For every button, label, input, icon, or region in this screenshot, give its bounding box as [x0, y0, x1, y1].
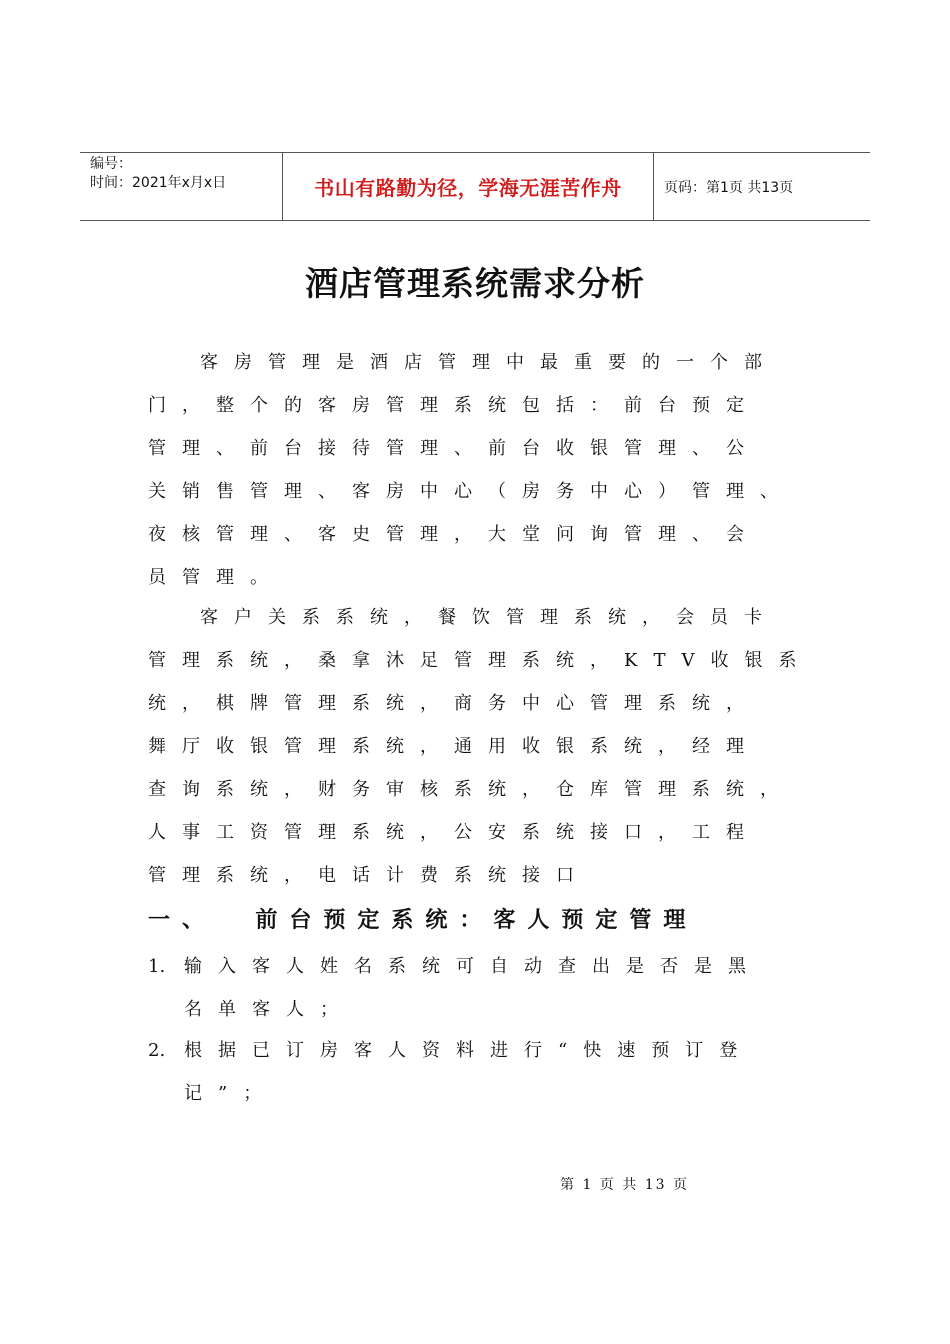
number-label: 编号：: [90, 156, 132, 172]
header-left-cell: [80, 153, 282, 220]
document-title: 酒店管理系统需求分析: [305, 264, 645, 303]
paragraph-line: 查询系统，财务审核系统，仓库管理系统，: [148, 779, 794, 800]
paragraph-line: 人事工资管理系统，公安系统接口，工程: [148, 822, 760, 843]
section-heading: 一、 前台预定系统：客人预定管理: [148, 908, 698, 933]
paragraph-line: 管理系统，电话计费系统接口: [148, 865, 590, 886]
paragraph-line: 员管理。: [148, 567, 284, 588]
page-info: 页码：第1页 共13页: [664, 179, 794, 196]
page-footer: 第 1 页 共 13 页: [560, 1177, 689, 1193]
item-line: 名单客人；: [184, 999, 354, 1020]
time-label: 时间：2021年x月x日: [90, 175, 227, 191]
item-number: 2.: [148, 1040, 166, 1061]
paragraph-line: 夜核管理、客史管理，大堂问询管理、会: [148, 524, 760, 545]
paragraph-line: 门，整个的客房管理系统包括：前台预定: [148, 395, 760, 416]
motto-text: 书山有路勤为径，学海无涯苦作舟: [314, 176, 622, 200]
header-motto-cell: [282, 153, 654, 220]
paragraph-line: 客房管理是酒店管理中最重要的一个部: [200, 352, 778, 373]
item-number: 1.: [148, 956, 166, 977]
paragraph-line: 舞厅收银管理系统，通用收银系统，经理: [148, 736, 760, 757]
paragraph-line: 管理、前台接待管理、前台收银管理、公: [148, 438, 760, 459]
paragraph-line: 统，棋牌管理系统，商务中心管理系统，: [148, 693, 760, 714]
header-table: [80, 152, 870, 221]
item-line: 记”；: [184, 1083, 278, 1104]
header-page-cell: [654, 153, 870, 220]
paragraph-line: 关销售管理、客房中心（房务中心）管理、: [148, 481, 794, 502]
paragraph-line: 客户关系系统，餐饮管理系统，会员卡: [200, 607, 778, 628]
item-line: 输入客人姓名系统可自动查出是否是黑: [184, 956, 762, 977]
paragraph-line: 管理系统，桑拿沐足管理系统，KTV收银系: [148, 650, 813, 671]
item-line: 根据已订房客人资料进行“快速预订登: [184, 1040, 754, 1061]
